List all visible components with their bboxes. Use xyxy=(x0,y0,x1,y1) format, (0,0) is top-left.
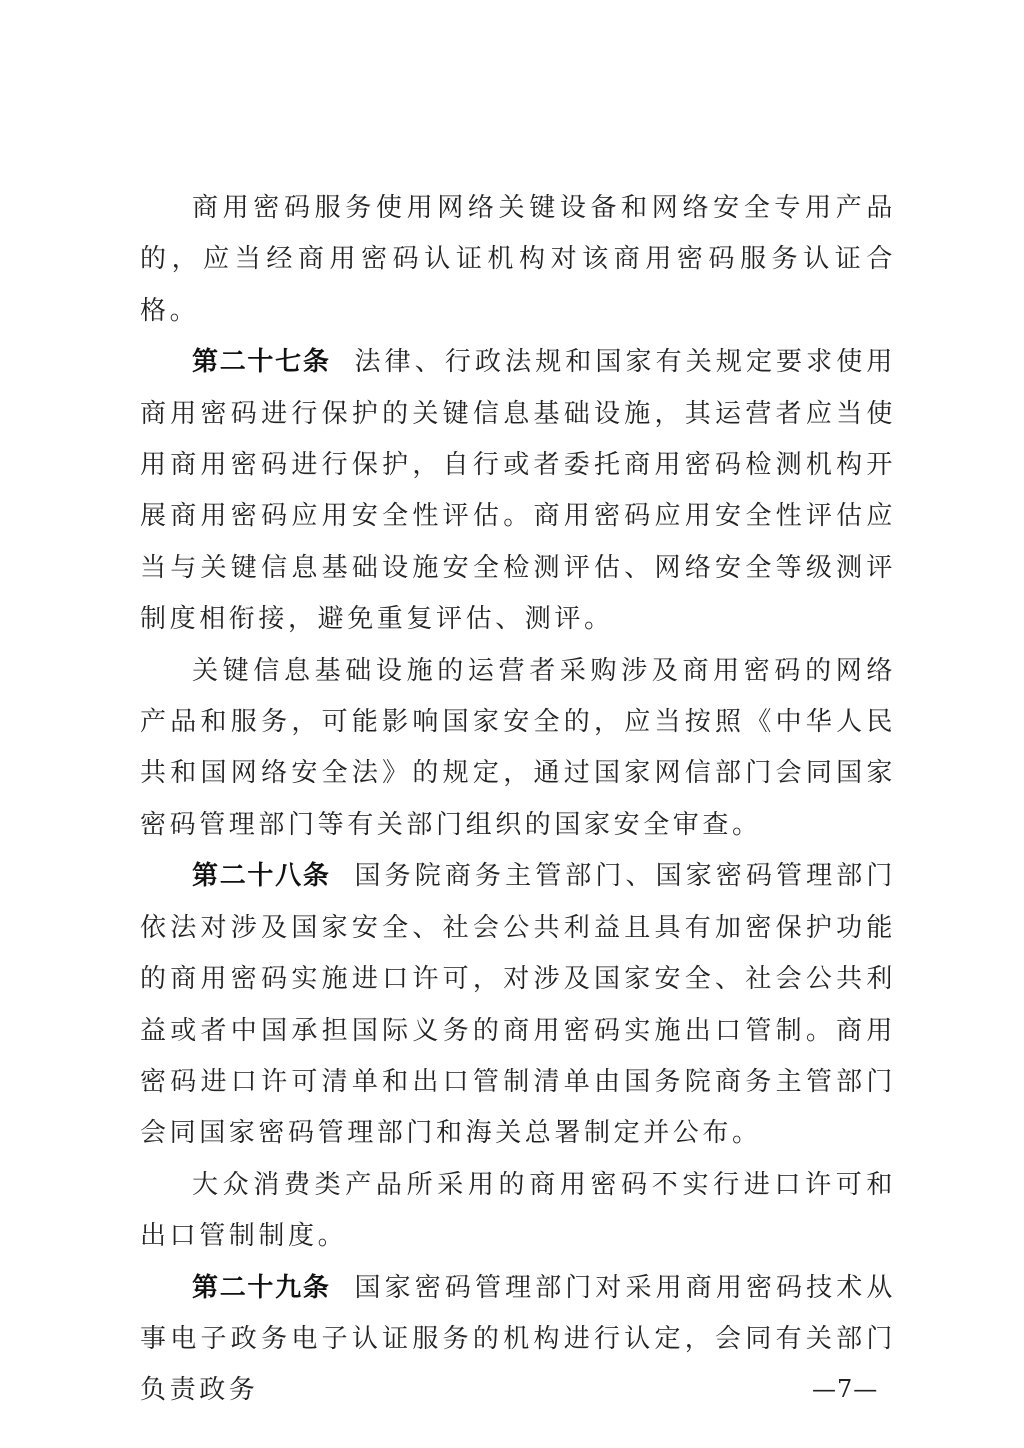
paragraph xyxy=(140,1160,896,1263)
paragraph xyxy=(140,183,896,337)
article-29 xyxy=(140,1263,896,1417)
paragraph-text: 国务院商务主管部门、国家密码管理部门依法对涉及国家安全、社会公共利益且具有加密保护功能的商用密码实施进口许可，对涉及国家安全、社会公共利益或者中国承担国际义务的商用密码实施出口管制。商用密码进口许可清单和出口管制清单由国务院商务主管部门会同国家密码管理部门和海关总署制定并公布。 xyxy=(140,861,896,1149)
article-28 xyxy=(140,851,896,1159)
paragraph-text: 大众消费类产品所采用的商用密码不实行进口许可和出口管制制度。 xyxy=(140,1169,896,1252)
paragraph-text: 关键信息基础设施的运营者采购涉及商用密码的网络产品和服务，可能影响国家安全的，应当按照《中华人民共和国网络安全法》的规定，通过国家网信部门会同国家密码管理部门等有关部门组织的国家安全审查。 xyxy=(140,655,896,840)
article-27 xyxy=(140,337,896,645)
paragraph-text: 国家密码管理部门对采用商用密码技术从事电子政务电子认证服务的机构进行认定，会同有关部门负责政务 xyxy=(140,1272,896,1406)
paragraph-text: 法律、行政法规和国家有关规定要求使用商用密码进行保护的关键信息基础设施，其运营者应当使用商用密码进行保护，自行或者委托商用密码检测机构开展商用密码应用安全性评估。商用密码应用安全性评估应当与关键信息基础设施安全检测评估、网络安全等级测评制度相衔接，避免重复评估、测评。 xyxy=(140,347,896,635)
paragraph xyxy=(140,646,896,852)
article-label: 第二十七条 xyxy=(192,347,331,378)
article-label: 第二十九条 xyxy=(192,1272,331,1303)
document-body xyxy=(140,183,896,1417)
page-number: —7— xyxy=(812,1375,879,1403)
paragraph-text: 商用密码服务使用网络关键设备和网络安全专用产品的，应当经商用密码认证机构对该商用密码服务认证合格。 xyxy=(140,193,896,326)
article-label: 第二十八条 xyxy=(192,861,331,892)
